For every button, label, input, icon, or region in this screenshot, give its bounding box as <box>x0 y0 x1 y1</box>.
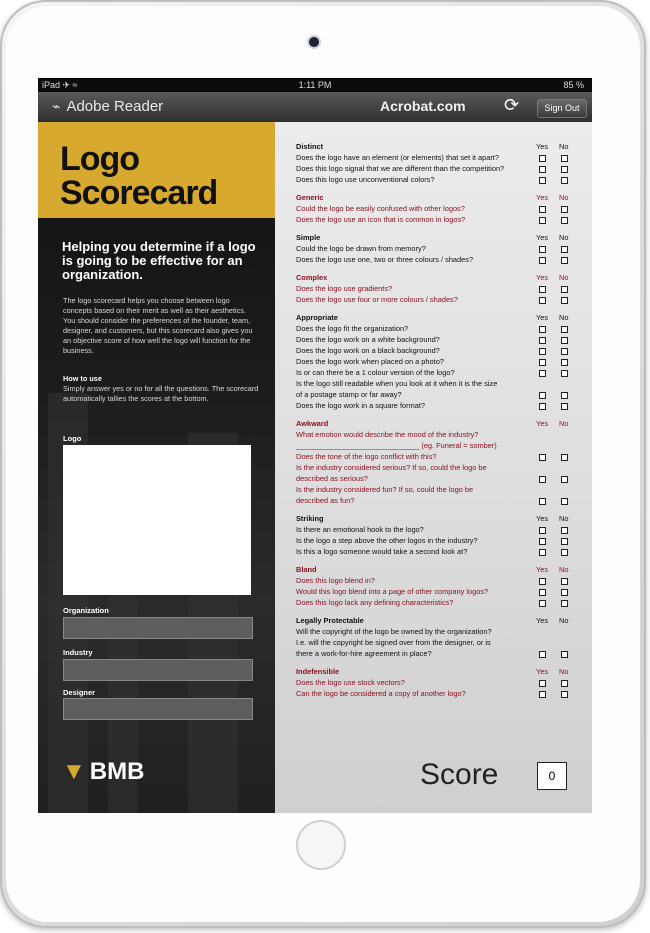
intro-text: The logo scorecard helps you choose between logo concepts based on their merit as well as their aesthetics. You should consider the preferences of the founder, team, designer, and customers, but this scorecard also gives you an objective score of how well the logo will function for the business. <box>63 296 253 355</box>
yes-checkbox[interactable] <box>539 549 546 556</box>
app-title <box>52 98 163 115</box>
yes-checkbox[interactable] <box>539 651 546 658</box>
yes-checkbox[interactable] <box>539 691 546 698</box>
section-heading <box>296 232 592 243</box>
yes-checkbox[interactable] <box>539 246 546 253</box>
question-text: Does the logo work in a square format? <box>296 401 425 410</box>
yes-checkbox[interactable] <box>539 217 546 224</box>
section-title: Appropriate <box>296 313 338 322</box>
industry-label: Industry <box>63 648 93 657</box>
question-text: Is the industry considered fun? If so, could the logo be <box>296 485 474 494</box>
yes-column-header: Yes <box>536 142 549 151</box>
question-row <box>296 440 592 451</box>
no-column-header: No <box>559 193 569 202</box>
no-checkbox[interactable] <box>561 578 568 585</box>
yes-checkbox[interactable] <box>539 286 546 293</box>
page-title <box>60 142 217 210</box>
battery-label: 85 % <box>563 80 584 90</box>
section-title: Indefensible <box>296 667 340 676</box>
no-column-header: No <box>559 273 569 282</box>
checklist-panel <box>275 122 592 813</box>
no-checkbox[interactable] <box>561 680 568 687</box>
question-row <box>296 484 592 495</box>
yes-checkbox[interactable] <box>539 337 546 344</box>
section-heading <box>296 564 592 575</box>
yes-column-header: Yes <box>536 514 549 523</box>
no-checkbox[interactable] <box>561 651 568 658</box>
no-checkbox[interactable] <box>561 549 568 556</box>
question-text: ______________________________ (eg. Funeral = somber) <box>296 441 497 450</box>
question-row <box>296 203 592 214</box>
yes-checkbox[interactable] <box>539 476 546 483</box>
section-heading <box>296 666 592 677</box>
question-row <box>296 367 592 378</box>
question-row <box>296 429 592 440</box>
no-checkbox[interactable] <box>561 217 568 224</box>
section-title: Generic <box>296 193 324 202</box>
section-title: Complex <box>296 273 328 282</box>
question-text: Does the logo use one, two or three colours / shades? <box>296 255 474 264</box>
title-line1: Logo <box>60 140 140 178</box>
bmb-logo <box>62 758 144 786</box>
subtitle: Helping you determine if a logo is going to be effective for an organization. <box>62 239 256 282</box>
yes-checkbox[interactable] <box>539 297 546 304</box>
howto-heading: How to use <box>63 374 102 383</box>
question-text: Does the logo use four or more colours / shades? <box>296 295 458 304</box>
yes-checkbox[interactable] <box>539 166 546 173</box>
question-text: Is or can there be a 1 colour version of the logo? <box>296 368 455 377</box>
score-value: 0 <box>537 762 567 790</box>
question-row <box>296 283 592 294</box>
section-title: Distinct <box>296 142 324 151</box>
designer-label: Designer <box>63 688 96 697</box>
no-checkbox[interactable] <box>561 177 568 184</box>
yes-checkbox[interactable] <box>539 538 546 545</box>
question-text: Does the logo work on a white background? <box>296 335 440 344</box>
app-title-label: Adobe Reader <box>66 98 164 115</box>
no-checkbox[interactable] <box>561 527 568 534</box>
no-checkbox[interactable] <box>561 691 568 698</box>
yes-checkbox[interactable] <box>539 454 546 461</box>
no-checkbox[interactable] <box>561 392 568 399</box>
no-column-header: No <box>559 313 569 322</box>
yes-column-header: Yes <box>536 233 549 242</box>
no-column-header: No <box>559 514 569 523</box>
question-row <box>296 400 592 411</box>
section-title: Legally Protectable <box>296 616 364 625</box>
question-row <box>296 163 592 174</box>
section-heading <box>296 513 592 524</box>
no-checkbox[interactable] <box>561 286 568 293</box>
question-text: Is the logo still readable when you look at it when it is the size <box>296 379 498 388</box>
no-column-header: No <box>559 142 569 151</box>
section-heading <box>296 141 592 152</box>
no-column-header: No <box>559 667 569 676</box>
no-checkbox[interactable] <box>561 348 568 355</box>
adobe-reader-icon: ⌁ <box>52 98 61 114</box>
yes-checkbox[interactable] <box>539 359 546 366</box>
section-heading <box>296 312 592 323</box>
question-text: Does the logo have an element (or elements) that set it apart? <box>296 153 499 162</box>
status-bar <box>38 78 592 92</box>
question-row <box>296 677 592 688</box>
question-text: Does the logo work on a black background? <box>296 346 440 355</box>
yes-checkbox[interactable] <box>539 257 546 264</box>
bmb-wordmark: BMB <box>89 758 145 785</box>
section-heading <box>296 272 592 283</box>
question-text: there a work-for-hire agreement in place? <box>296 649 432 658</box>
question-row <box>296 294 592 305</box>
question-row <box>296 473 592 484</box>
question-text: Does the logo use gradients? <box>296 284 393 293</box>
question-text: Does this logo lack any defining characteristics? <box>296 598 454 607</box>
question-row <box>296 334 592 345</box>
sign-out-button[interactable]: Sign Out <box>537 99 587 118</box>
question-text: Does the logo fit the organization? <box>296 324 409 333</box>
question-text: Could the logo be drawn from memory? <box>296 244 426 253</box>
no-column-header: No <box>559 419 569 428</box>
no-checkbox[interactable] <box>561 538 568 545</box>
question-row <box>296 152 592 163</box>
question-text: described as serious? <box>296 474 368 483</box>
question-row <box>296 546 592 557</box>
question-row <box>296 586 592 597</box>
yes-column-header: Yes <box>536 419 549 428</box>
no-checkbox[interactable] <box>561 498 568 505</box>
no-checkbox[interactable] <box>561 155 568 162</box>
pdf-document <box>38 122 592 813</box>
question-text: described as fun? <box>296 496 355 505</box>
yes-checkbox[interactable] <box>539 527 546 534</box>
no-checkbox[interactable] <box>561 600 568 607</box>
question-row <box>296 451 592 462</box>
home-button[interactable] <box>296 820 346 870</box>
camera-icon <box>309 37 319 47</box>
no-checkbox[interactable] <box>561 370 568 377</box>
question-row <box>296 356 592 367</box>
title-line2: Scorecard <box>60 174 218 212</box>
yes-column-header: Yes <box>536 313 549 322</box>
question-text: Can the logo be considered a copy of another logo? <box>296 689 466 698</box>
yes-column-header: Yes <box>536 273 549 282</box>
question-row <box>296 174 592 185</box>
yes-checkbox[interactable] <box>539 177 546 184</box>
organization-field[interactable] <box>63 617 253 639</box>
no-column-header: No <box>559 616 569 625</box>
no-checkbox[interactable] <box>561 257 568 264</box>
question-row <box>296 626 592 637</box>
app-toolbar <box>38 92 592 122</box>
no-checkbox[interactable] <box>561 337 568 344</box>
no-checkbox[interactable] <box>561 403 568 410</box>
bmb-mark-icon: ▼ <box>62 758 86 785</box>
left-panel <box>38 122 275 813</box>
section-heading <box>296 615 592 626</box>
clock: 1:11 PM <box>298 80 332 90</box>
question-row <box>296 597 592 608</box>
designer-field[interactable] <box>63 698 253 720</box>
section-title: Simple <box>296 233 321 242</box>
yes-column-header: Yes <box>536 667 549 676</box>
question-text: Does the tone of the logo conflict with this? <box>296 452 437 461</box>
question-row <box>296 495 592 506</box>
question-text: Will the copyright of the logo be owned by the organization? <box>296 627 492 636</box>
yes-checkbox[interactable] <box>539 403 546 410</box>
question-row <box>296 648 592 659</box>
question-row <box>296 389 592 400</box>
yes-checkbox[interactable] <box>539 680 546 687</box>
question-text: Is the logo a step above the other logos in the industry? <box>296 536 478 545</box>
yes-checkbox[interactable] <box>539 326 546 333</box>
yes-column-header: Yes <box>536 616 549 625</box>
question-row <box>296 345 592 356</box>
question-row <box>296 378 592 389</box>
question-row <box>296 214 592 225</box>
yes-checkbox[interactable] <box>539 348 546 355</box>
howto-text: Simply answer yes or no for all the questions. The scorecard automatically tallies the scores at the bottom. <box>63 384 259 403</box>
no-checkbox[interactable] <box>561 246 568 253</box>
section-title: Awkward <box>296 419 329 428</box>
no-checkbox[interactable] <box>561 326 568 333</box>
question-row <box>296 323 592 334</box>
logo-upload-box[interactable] <box>63 445 251 595</box>
no-checkbox[interactable] <box>561 589 568 596</box>
question-text: Does this logo use unconventional colors? <box>296 175 435 184</box>
section-title: Bland <box>296 565 317 574</box>
no-checkbox[interactable] <box>561 297 568 304</box>
section-heading <box>296 192 592 203</box>
question-text: Would this logo blend into a page of other company logos? <box>296 587 489 596</box>
score-label: Score <box>420 758 499 791</box>
section-heading <box>296 418 592 429</box>
no-column-header: No <box>559 565 569 574</box>
section-title: Striking <box>296 514 324 523</box>
question-text: I.e. will the copyright be signed over from the designer, or is <box>296 638 491 647</box>
yes-checkbox[interactable] <box>539 155 546 162</box>
question-row <box>296 254 592 265</box>
no-checkbox[interactable] <box>561 476 568 483</box>
question-text: Does the logo use stock vectors? <box>296 678 405 687</box>
question-row <box>296 688 592 699</box>
no-column-header: No <box>559 233 569 242</box>
question-row <box>296 243 592 254</box>
yes-checkbox[interactable] <box>539 206 546 213</box>
acrobat-link[interactable]: Acrobat.com <box>380 98 466 114</box>
carrier-label: iPad ✈ ≈ <box>42 80 78 90</box>
question-text: Is there an emotional hook to the logo? <box>296 525 424 534</box>
yes-checkbox[interactable] <box>539 600 546 607</box>
question-row <box>296 535 592 546</box>
question-text: Does this logo signal that we are different than the competition? <box>296 164 505 173</box>
question-text: Is this a logo someone would take a second look at? <box>296 547 468 556</box>
screen <box>38 78 592 813</box>
no-checkbox[interactable] <box>561 166 568 173</box>
question-text: Is the industry considered serious? If so, could the logo be <box>296 463 487 472</box>
logo-label: Logo <box>63 434 82 443</box>
no-checkbox[interactable] <box>561 206 568 213</box>
yes-checkbox[interactable] <box>539 392 546 399</box>
no-checkbox[interactable] <box>561 359 568 366</box>
question-text: What emotion would describe the mood of the industry? <box>296 430 479 439</box>
question-row <box>296 462 592 473</box>
question-text: of a postage stamp or far away? <box>296 390 402 399</box>
yes-checkbox[interactable] <box>539 498 546 505</box>
yes-checkbox[interactable] <box>539 578 546 585</box>
question-text: Does this logo blend in? <box>296 576 375 585</box>
organization-label: Organization <box>63 606 109 615</box>
yes-checkbox[interactable] <box>539 370 546 377</box>
no-checkbox[interactable] <box>561 454 568 461</box>
question-row <box>296 524 592 535</box>
question-text: Does the logo work when placed on a photo? <box>296 357 444 366</box>
question-text: Could the logo be easily confused with other logos? <box>296 204 465 213</box>
industry-field[interactable] <box>63 659 253 681</box>
refresh-icon[interactable]: ⟳ <box>504 95 520 115</box>
yes-column-header: Yes <box>536 193 549 202</box>
question-row <box>296 637 592 648</box>
question-text: Does the logo use an icon that is common in logos? <box>296 215 466 224</box>
question-row <box>296 575 592 586</box>
yes-column-header: Yes <box>536 565 549 574</box>
yes-checkbox[interactable] <box>539 589 546 596</box>
